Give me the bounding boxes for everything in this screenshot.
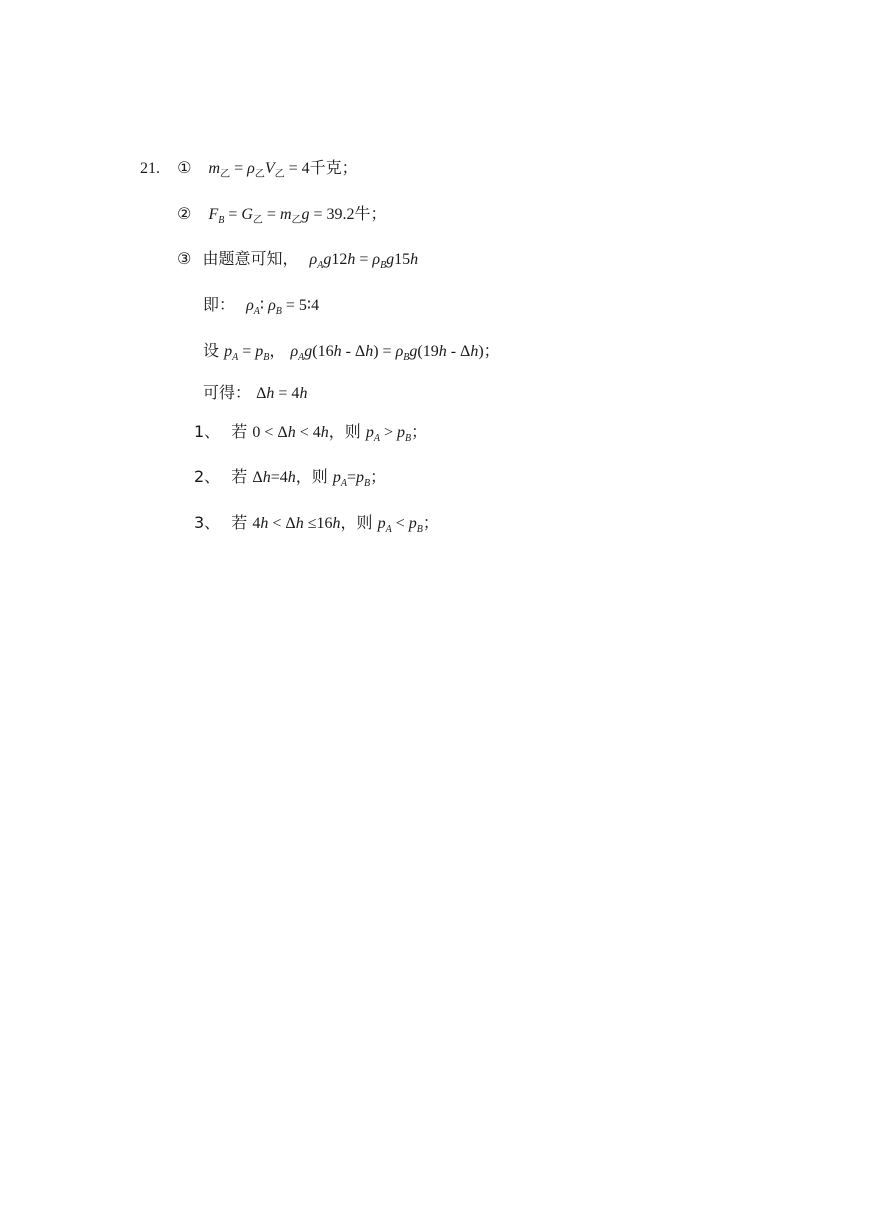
result-formula: Δh = 4h <box>256 385 308 402</box>
case-then-word: ，则 <box>340 513 373 532</box>
case-then-word: ，则 <box>328 422 361 441</box>
case-if-word: 若 <box>231 467 248 486</box>
case-conclusion: $p_A=p_B$ <box>332 469 371 489</box>
case-number: 2、 <box>194 467 221 486</box>
case-item: 1、 若 0 < Δh < 4h，则 $p_A > p_B$； <box>194 422 428 444</box>
case-condition: 4h < Δh ≤16h <box>252 515 341 532</box>
part2-formula: $F_B = G_乙 = m_乙g = 39.2$ <box>208 206 355 226</box>
ratio-prefix: 即： <box>203 295 236 314</box>
case-number: 3、 <box>194 513 221 532</box>
part1-formula: $m_乙 = \rho_乙V_乙 = 4$ <box>208 160 310 180</box>
set-formula: $p_A = p_B$ <box>224 343 270 363</box>
ratio-formula: $\rho_A∶$ $\rho_B$ = 5∶4 <box>246 297 320 317</box>
set-prefix: 设 <box>203 341 220 360</box>
part3-marker: ③ <box>177 249 192 268</box>
set-line: 设 $p_A = p_B$， $\rho_Ag(16h - \Delta h) = \rho_Bg(19h - \Delta h)$； <box>203 341 500 363</box>
part2-marker: ② <box>177 204 192 223</box>
case-condition: Δh=4h <box>252 469 296 486</box>
result-prefix: 可得： <box>203 383 252 402</box>
case-conclusion: $p_A < p_B$ <box>377 515 423 535</box>
result-line <box>203 382 307 405</box>
case-item: 3、 若 4h < Δh ≤16h，则 $p_A < p_B$； <box>194 513 439 535</box>
case-if-word: 若 <box>231 513 248 532</box>
part3-intro: 由题意可知， <box>202 249 299 268</box>
case-then-word: ，则 <box>295 467 328 486</box>
part3-intro-formula: $\rho_Ag12h = \rho_Bg15h$ <box>309 251 419 271</box>
answer-part3-line <box>177 248 418 271</box>
answer-part1-line: 21. ① $m_乙 = \rho_乙V_乙 = 4$千克； <box>140 158 358 180</box>
case-number: 1、 <box>194 422 221 441</box>
case-item: 2、 若 Δh=4h，则 $p_A=p_B$； <box>194 467 387 489</box>
part1-marker: ① <box>177 158 192 177</box>
case-condition: 0 < Δh < 4h <box>252 424 329 441</box>
question-number: 21. <box>140 160 160 177</box>
ratio-line <box>203 294 319 317</box>
answer-part2-line: ② $F_B = G_乙 = m_乙g = 39.2$牛； <box>177 204 387 226</box>
case-conclusion: $p_A > p_B$ <box>365 424 412 444</box>
case-if-word: 若 <box>231 422 248 441</box>
